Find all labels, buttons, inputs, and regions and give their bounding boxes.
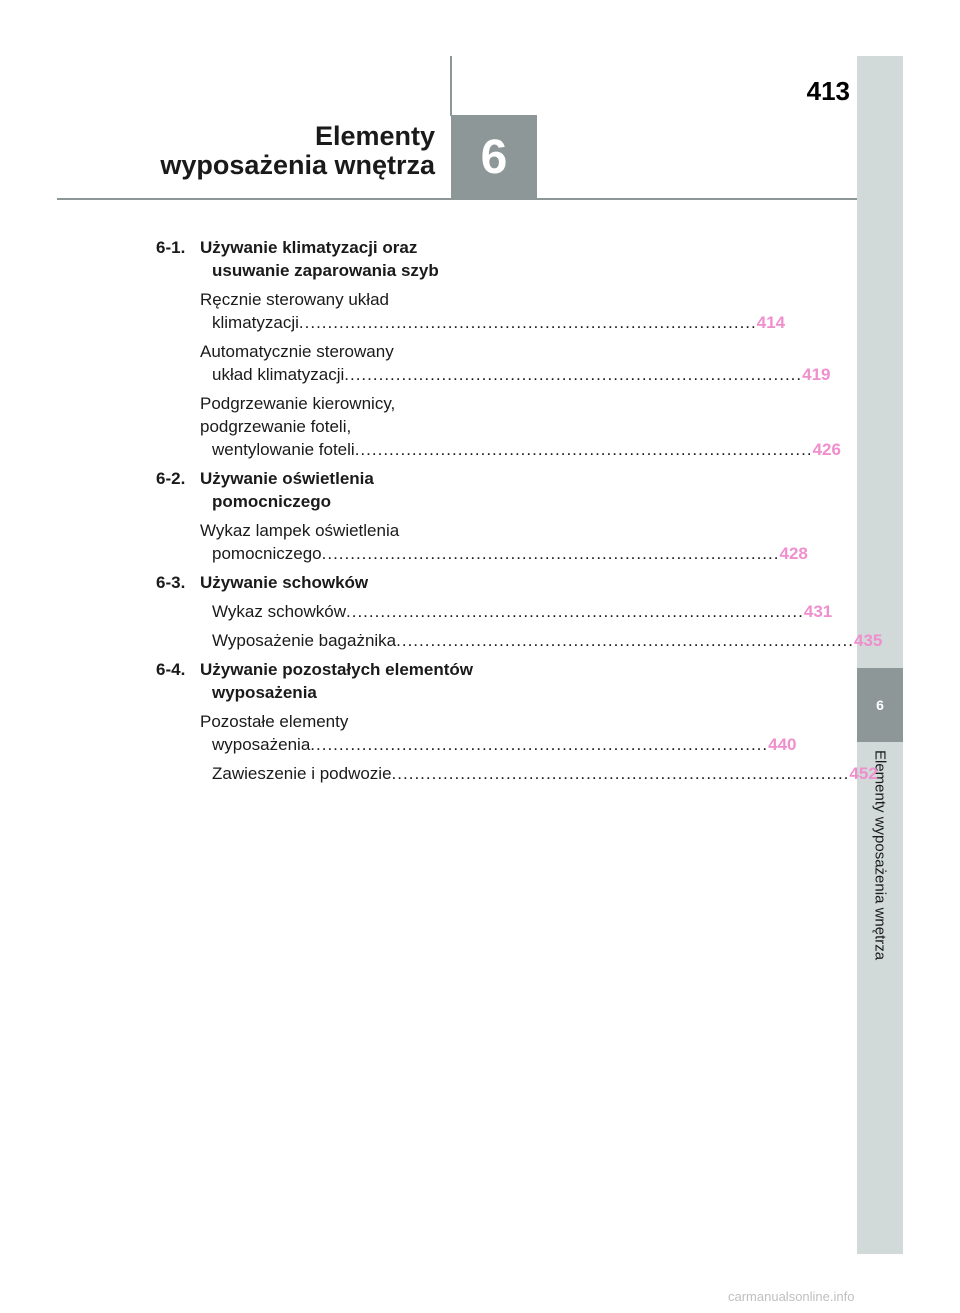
- toc-entry[interactable]: [200, 519, 808, 565]
- toc-section-heading: [156, 658, 478, 704]
- toc-section-number: 6-3.: [156, 573, 186, 592]
- dot-leader: ................................................................................: [298, 313, 757, 332]
- toc-entry-text: Pozostałe elementy: [200, 712, 349, 731]
- toc-entry-text: wyposażenia: [212, 735, 311, 754]
- page-reference-link[interactable]: 419: [802, 365, 831, 384]
- toc-entry-text: wentylowanie foteli: [212, 440, 355, 459]
- page-reference-link[interactable]: 414: [756, 313, 786, 332]
- toc-section-heading: [156, 571, 478, 594]
- chapter-title-line: Elementy: [314, 121, 435, 151]
- toc-entry-text: układ klimatyzacji: [212, 365, 345, 384]
- page-reference-link[interactable]: 426: [812, 440, 841, 459]
- toc-entry[interactable]: [200, 710, 797, 756]
- sidebar-chapter-tab[interactable]: 6: [857, 668, 903, 742]
- toc-entry-text: podgrzewanie foteli,: [200, 417, 352, 436]
- page-reference-link[interactable]: 431: [803, 602, 833, 621]
- dot-leader: ................................................................................: [396, 631, 854, 650]
- toc-entry[interactable]: [200, 762, 878, 785]
- sidebar-chapter-label: Elementy wyposażenia wnętrza: [871, 750, 889, 961]
- page-reference-link[interactable]: 452: [849, 764, 878, 783]
- dot-leader: ................................................................................: [346, 602, 804, 621]
- toc-entry[interactable]: [200, 340, 831, 386]
- toc-section-heading: [156, 467, 478, 513]
- toc-section-heading: [156, 236, 478, 282]
- toc-entry-text: klimatyzacji: [212, 313, 299, 332]
- toc-entry-text: pomocniczego: [212, 544, 322, 563]
- page-reference-link[interactable]: 440: [768, 735, 797, 754]
- toc-entry[interactable]: [200, 288, 786, 334]
- dot-leader: ................................................................................: [321, 544, 780, 563]
- toc-entry-text: Wyposażenie bagażnika: [212, 631, 397, 650]
- toc-section-number: 6-2.: [156, 469, 186, 488]
- header-divider-vertical: [450, 56, 452, 116]
- page-number: 413: [806, 76, 850, 106]
- toc-entry[interactable]: [200, 600, 833, 623]
- toc-section-title: Używanie schowków: [200, 573, 369, 592]
- toc-entry-text: Podgrzewanie kierownicy,: [200, 394, 396, 413]
- toc-section-number: 6-1.: [156, 238, 186, 257]
- toc-entry-text: Wykaz lampek oświetlenia: [200, 521, 400, 540]
- page-reference-link[interactable]: 428: [779, 544, 808, 563]
- chapter-number-box: 6: [451, 115, 537, 199]
- toc-entry-text: Wykaz schowków: [212, 602, 346, 621]
- toc-entry[interactable]: [200, 629, 883, 652]
- page-reference-link[interactable]: 435: [854, 631, 883, 650]
- dot-leader: ................................................................................: [391, 764, 850, 783]
- toc-entry-text: Automatycznie sterowany: [200, 342, 394, 361]
- sidebar-label-container: [860, 750, 900, 1020]
- toc-section-title: Używanie oświetlenia pomocniczego: [200, 469, 374, 511]
- toc-section-number: 6-4.: [156, 660, 186, 679]
- toc-entry-text: Zawieszenie i podwozie: [212, 764, 392, 783]
- dot-leader: ................................................................................: [310, 735, 769, 754]
- dot-leader: ................................................................................: [344, 365, 803, 384]
- table-of-contents: [156, 236, 883, 785]
- toc-entry[interactable]: [200, 392, 841, 461]
- toc-section-title: Używanie klimatyzacji oraz usuwanie zaparowania szyb: [200, 238, 439, 280]
- toc-entry-text: Ręcznie sterowany układ: [200, 290, 389, 309]
- watermark: carmanualsonline.info: [728, 1289, 855, 1304]
- chapter-title: [120, 122, 435, 180]
- toc-section-title: Używanie pozostałych elementów wyposażenia: [200, 660, 474, 702]
- chapter-sidebar: [857, 56, 903, 1254]
- chapter-title-line: wyposażenia wnętrza: [160, 150, 435, 180]
- dot-leader: ................................................................................: [354, 440, 813, 459]
